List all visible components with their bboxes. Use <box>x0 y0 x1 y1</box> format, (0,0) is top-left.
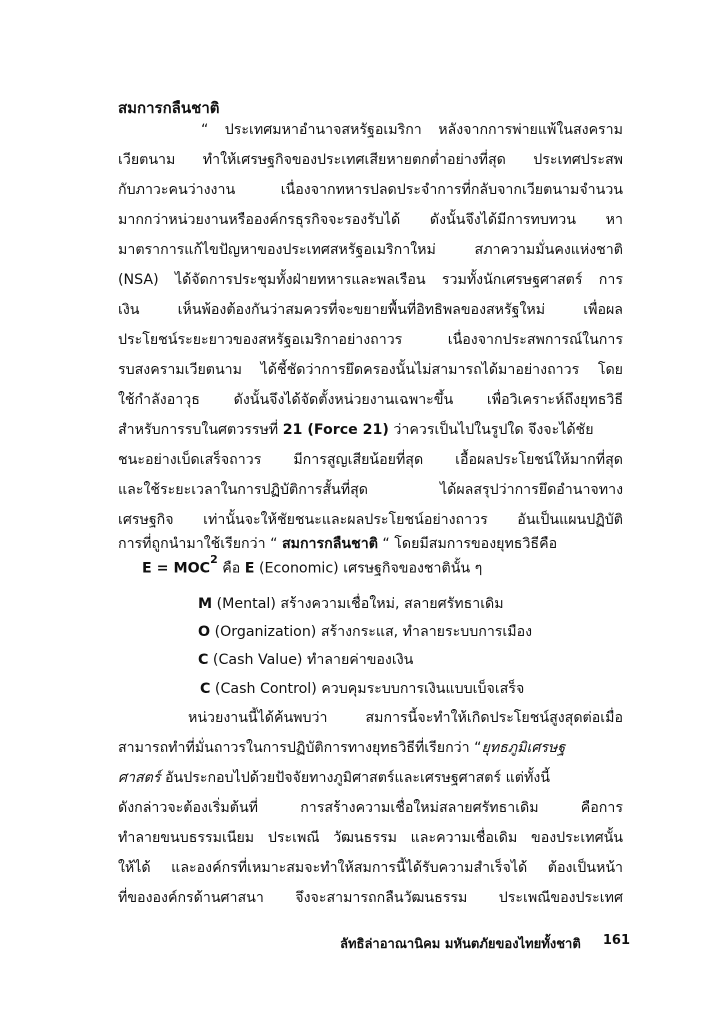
paragraph-line: และใช้ระยะเวลาในการปฏิบัติการสั้นที่สุด ได้ผลสรุปว่าการยึดอำนาจทาง <box>118 482 623 498</box>
text-run: สำหรับการรบในศตวรรษที่ <box>118 422 283 438</box>
footer-title: ลัทธิล่าอาณานิคม มหันตภัยของไทยทั้งชาติ <box>340 937 581 952</box>
paragraph-line: กับภาวะคนว่างงาน เนื่องจากทหารปลดประจำการที่กลับจากเวียตนามจำนวน <box>118 182 623 198</box>
term-letter: C <box>198 652 209 668</box>
paragraph-line: มากกว่าหน่วยงานหรือองค์กรธุรกิจจะรองรับได้ ดังนั้นจึงได้มีการทบทวน หา <box>118 212 623 228</box>
text-run: ว่าควรเป็นไปในรูปใด จึงจะได้ชัย <box>388 422 594 438</box>
paragraph-line: หน่วยงานนี้ได้ค้นพบว่า สมการนี้จะทำให้เกิดประโยชน์สูงสุดต่อเมื่อ <box>188 710 623 726</box>
equation-term <box>200 679 524 699</box>
paragraph-line: ที่ขององค์กรด้านศาสนา จึงจะสามารถกลืนวัฒนธรรม ประเพณีของประเทศ <box>118 890 623 906</box>
equation <box>142 553 482 580</box>
paragraph-line <box>118 768 623 788</box>
paragraph-line: ทำลายขนบธรรมเนียม ประเพณี วัฒนธรรม และความเชื่อเดิม ของประเทศนั้น <box>118 830 623 846</box>
paragraph-line-called <box>118 534 623 554</box>
paragraph-line: มาตราการแก้ไขปัญหาของประเทศสหรัฐอเมริกาใหม่ สภาความมั่นคงแห่งชาติ <box>118 242 623 258</box>
page-footer <box>340 933 630 954</box>
equation-lhs: E = MOC <box>142 560 211 577</box>
paragraph-line: (NSA) ได้จัดการประชุมทั้งฝ่ายทหารและพลเรือน รวมทั้งนักเศรษฐศาสตร์ การ <box>118 272 623 288</box>
term-letter: M <box>198 596 213 612</box>
equation-term <box>198 622 532 642</box>
paragraph-line-force21 <box>118 420 623 440</box>
paragraph-line: เวียตนาม ทำให้เศรษฐกิจของประเทศเสียหายตกต่ำอย่างที่สุด ประเทศประสพ <box>118 152 623 168</box>
text-run: คือ <box>217 560 245 577</box>
paragraph-line: ประโยชน์ระยะยาวของสหรัฐอเมริกาอย่างถาวร เนื่องจากประสพการณ์ในการ <box>118 332 623 348</box>
paragraph-line: ให้ได้ และองค์กรที่เหมาะสมจะทำให้สมการนี้ได้รับความสำเร็จได้ ต้องเป็นหน้า <box>118 860 623 876</box>
equation-term <box>198 650 413 670</box>
term-description: (Cash Control) ควบคุมระบบการเงินแบบเบ็จเสร็จ <box>210 681 525 697</box>
term-description: (Mental) สร้างความเชื่อใหม่, สลายศรัทธาเดิม <box>212 596 504 612</box>
term-description: (Organization) สร้างกระแส, ทำลายระบบการเมือง <box>210 624 533 640</box>
term-description: (Cash Value) ทำลายค่าของเงิน <box>208 652 414 668</box>
equation-term <box>198 594 504 614</box>
text-run: อันประกอบไปด้วยปัจจัยทางภูมิศาสตร์และเศรษฐศาสตร์ แต่ทั้งนี้ <box>160 770 550 786</box>
text-run: “ โดยมีสมการของยุทธวิธีคือ <box>377 536 558 552</box>
paragraph-line: รบสงครามเวียตนาม ได้ชี้ชัดว่าการยึดครองนั้นไม่สามารถได้มาอย่างถาวร โดย <box>118 362 623 378</box>
paragraph-line: เศรษฐกิจ เท่านั้นจะให้ชัยชนะและผลประโยชน์อย่างถาวร อันเป็นแผนปฏิบัติ <box>118 512 623 528</box>
text-run: สามารถทำที่มั่นถาวรในการปฏิบัติการทางยุทธวิธีที่เรียกว่า “ <box>118 740 482 756</box>
term-bold: สมการกลืนชาติ <box>281 536 378 552</box>
term-letter: C <box>200 681 211 697</box>
term-letter: O <box>198 624 211 640</box>
term-italic: ยุทธภูมิเศรษฐ <box>481 740 566 756</box>
paragraph-line: ชนะอย่างเบ็ดเสร็จถาวร มีการสูญเสียน้อยที่สุด เอื้อผลประโยชน์ให้มากที่สุด <box>118 452 623 468</box>
paragraph-line: “ ประเทศมหาอำนาจสหรัฐอเมริกา หลังจากการพ่ายแพ้ในสงคราม <box>201 122 623 138</box>
term-description: (Economic) เศรษฐกิจของชาตินั้น ๆ <box>254 560 483 577</box>
term-letter: E <box>244 560 255 577</box>
paragraph-line: เงิน เห็นพ้องต้องกันว่าสมควรที่จะขยายพื้นที่อิทธิพลของสหรัฐใหม่ เพื่อผล <box>118 302 623 318</box>
force21-term: 21 (Force 21) <box>282 422 389 438</box>
paragraph-line <box>118 738 623 758</box>
text-run: การที่ถูกนำมาใช้เรียกว่า “ <box>118 536 282 552</box>
term-italic: ศาสตร์ <box>118 770 161 786</box>
section-heading: สมการกลืนชาติ <box>118 99 220 117</box>
equation-exponent: 2 <box>210 553 218 566</box>
paragraph-line: ดังกล่าวจะต้องเริ่มต้นที่ การสร้างความเชื่อใหม่สลายศรัทธาเดิม คือการ <box>118 800 623 816</box>
page-number: 161 <box>602 933 630 948</box>
paragraph-line: ใช้กำลังอาวุธ ดังนั้นจึงได้จัดตั้งหน่วยงานเฉพาะขึ้น เพื่อวิเคราะห์ถึงยุทธวิธี <box>118 392 623 408</box>
